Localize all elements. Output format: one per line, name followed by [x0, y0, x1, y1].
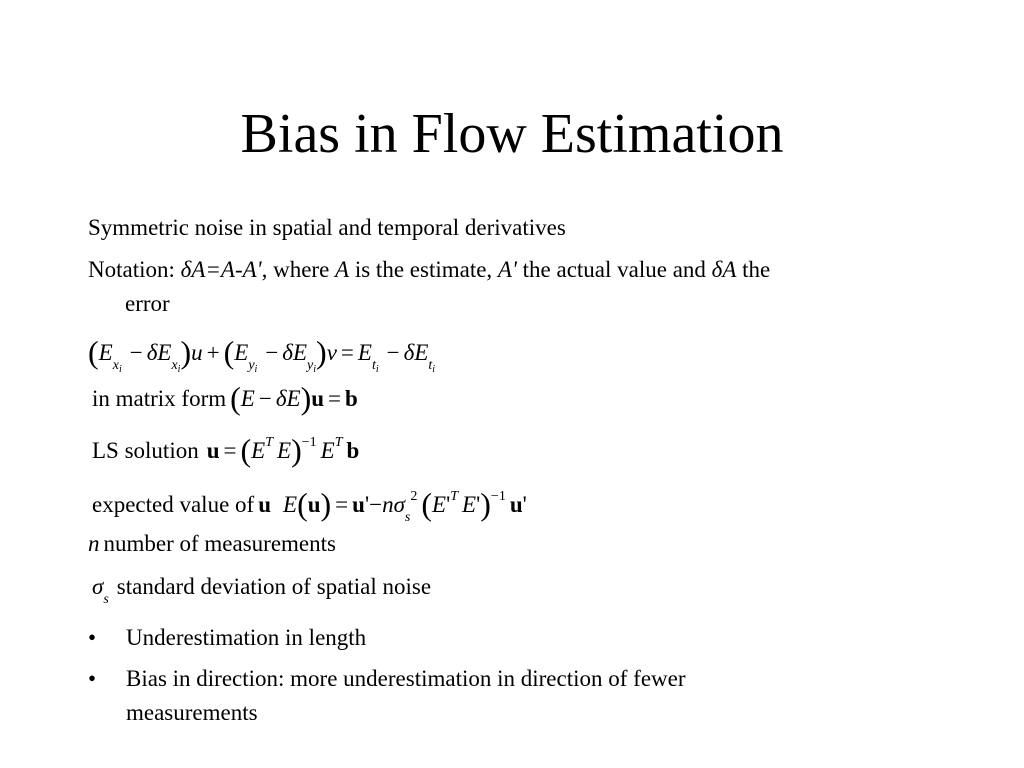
- bullet-glyph: •: [88, 666, 97, 691]
- notation-var-delta-a: δA: [711, 257, 737, 282]
- notation-where: where: [273, 257, 330, 282]
- bullet-continuation: measurements: [126, 700, 258, 725]
- notation-var-a: A: [335, 257, 350, 282]
- equation-ls-solution: LS solution $u = (E^T$ E)$^{-1}$ $E^T$ b: [92, 432, 360, 468]
- matrix-form-label: in matrix form: [92, 386, 227, 411]
- intro-line: Symmetric noise in spatial and temporal derivatives: [88, 215, 566, 240]
- sigma-subscript: s: [103, 592, 109, 607]
- notation-def-lhs: δA: [180, 257, 206, 282]
- bullet-text: Underestimation in length: [126, 625, 367, 650]
- equation-matrix-form: in matrix form (E − δE)u = b: [92, 380, 358, 416]
- bullet-item: [88, 623, 367, 653]
- expected-value-label: expected value of: [92, 492, 255, 517]
- notation-the: the: [742, 257, 771, 282]
- ls-solution-label: LS solution: [92, 438, 199, 463]
- notation-error: error: [125, 291, 170, 316]
- equation-constraint: $(E_{x_i}- \delta E_{x_i})u + (E_{y_i}- \delta E_{y_i})v = E_{t_i}- \delta E_{t_i}$: [88, 334, 436, 375]
- notation-actual-value: the actual value and: [522, 257, 706, 282]
- n-definition: [88, 529, 336, 559]
- slide-title: Bias in Flow Estimation: [240, 103, 784, 165]
- sigma-symbol: σ: [92, 574, 104, 599]
- notation-line: [88, 255, 770, 285]
- notation-var-a-prime: A': [497, 257, 517, 282]
- notation-label: Notation:: [88, 257, 175, 282]
- sigma-description: standard deviation of spatial noise: [116, 574, 432, 599]
- bullet-text: Bias in direction: more underestimation in direction of fewer: [126, 666, 686, 691]
- n-description: number of measurements: [103, 531, 336, 556]
- notation-is-estimate: is the estimate,: [354, 257, 493, 282]
- bullet-glyph: •: [88, 625, 97, 650]
- sigma-definition: [92, 572, 431, 606]
- equation-expected-value: expected value of u $E(u) = u'-n\sigma_s^2$ ($E'^T$ E')$^{-1}$ u': [92, 486, 527, 525]
- bullet-item: [88, 664, 686, 694]
- notation-def-rhs: =A-A',: [205, 257, 268, 282]
- n-symbol: n: [88, 531, 100, 556]
